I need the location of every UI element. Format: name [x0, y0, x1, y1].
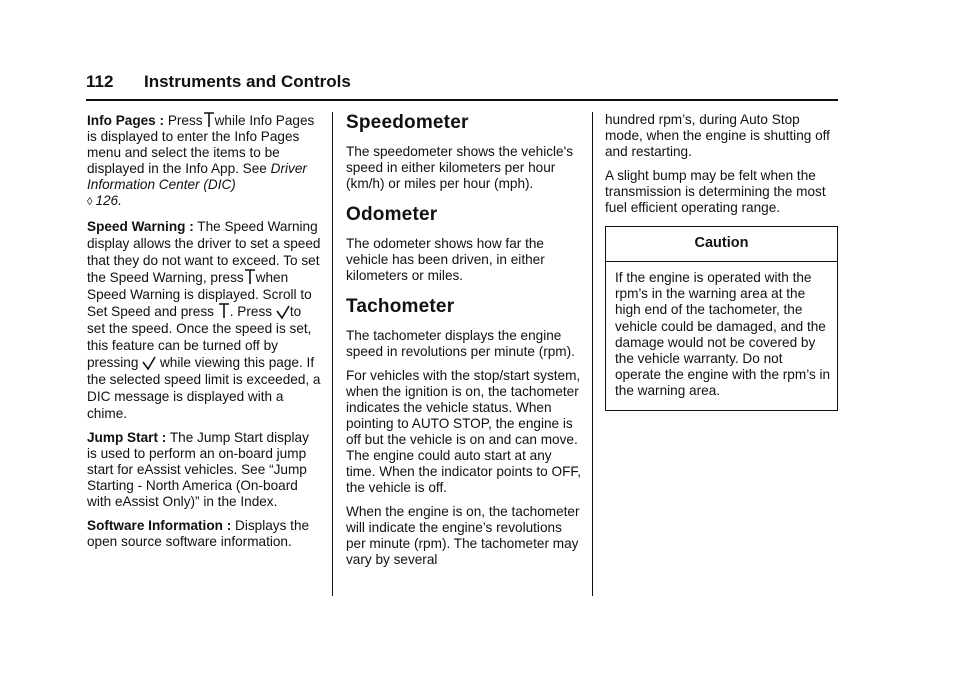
- transmission-bump-text: A slight bump may be felt when the transmission is determining the most fuel efficient operating range.: [605, 168, 826, 215]
- tachometer-text: The tachometer displays the engine speed in revolutions per minute (rpm).: [346, 328, 575, 359]
- tachometer-heading: Tachometer: [346, 296, 455, 317]
- column-1: [87, 112, 322, 558]
- column-divider: [332, 112, 333, 596]
- tachometer-text: When the engine is on, the tachometer will indicate the engine’s revolutions per minute (rpm). The tachometer may vary by several: [346, 504, 580, 567]
- page-title: Instruments and Controls: [144, 72, 351, 91]
- jump-start-paragraph: [87, 430, 322, 510]
- checkmark-icon: [276, 305, 290, 319]
- odometer-text: The odometer shows how far the vehicle has been driven, in either kilometers or miles.: [346, 236, 545, 283]
- caution-box: [605, 226, 838, 411]
- speed-warning-text: . Press: [229, 304, 273, 319]
- caution-text: If the engine is operated with the rpm’s in the warning area at the high end of the tachometer, the vehicle could be damaged, and the damage would not be covered by the vehicle warranty. Do not operate the engine with the rpm’s in the warning area.: [615, 270, 831, 399]
- column-2: [346, 112, 581, 576]
- speed-warning-text: while viewing this page. If the selected speed limit is exceeded, a DIC message is displayed with a chime.: [87, 355, 321, 421]
- odometer-heading: Odometer: [346, 204, 438, 225]
- speed-warning-term: Speed Warning :: [87, 219, 194, 234]
- tachometer-text: For vehicles with the stop/start system, when the ignition is on, the tachometer indicates the vehicle status. When pointing to AUTO STOP, the engine is off but the vehicle is on and can move. The engine could auto start at any time. When the indicator points to OFF, the vehicle is off.: [346, 368, 581, 495]
- speedometer-heading: Speedometer: [346, 112, 469, 133]
- jump-start-text: The Jump Start display is used to perform an on-board jump start for eAssist vehicles. See “Jump Starting - North America (On-board with eAssist Only)” in the Index.: [87, 430, 309, 509]
- info-pages-paragraph: [87, 112, 322, 210]
- software-info-text: Displays the open source software information.: [87, 518, 310, 549]
- page-header: [86, 72, 838, 98]
- speed-warning-paragraph: [87, 218, 322, 422]
- column-divider: [592, 112, 593, 596]
- column-3: [605, 112, 840, 411]
- checkmark-icon: [142, 356, 156, 370]
- software-info-paragraph: [87, 518, 322, 550]
- thumbwheel-right-icon: [203, 112, 215, 128]
- speed-warning-text: when Speed Warning is displayed. Scroll to Set Speed and press: [87, 270, 312, 319]
- caution-title: Caution: [606, 227, 837, 262]
- speed-warning-text: to set the speed. Once the speed is set, this feature can be turned off by pressing: [87, 304, 312, 370]
- header-rule: [86, 99, 838, 101]
- page-ref-icon: ◊: [87, 196, 93, 208]
- thumbwheel-right-icon: [244, 269, 256, 285]
- info-pages-text: while Info Pages is displayed to enter the Info Pages menu and select the items to be displayed in the Info App. See: [87, 113, 315, 176]
- page-number: 112: [86, 72, 114, 91]
- jump-start-term: Jump Start :: [87, 430, 167, 445]
- thumbwheel-right-icon: [218, 303, 230, 319]
- page-ref-number[interactable]: 126.: [95, 193, 122, 208]
- info-pages-term: Info Pages :: [87, 113, 165, 128]
- software-info-term: Software Information :: [87, 518, 232, 533]
- rpm-continuation-text: hundred rpm’s, during Auto Stop mode, when the engine is shutting off and restarting.: [605, 112, 830, 159]
- speed-warning-text: The Speed Warning display allows the driver to set a speed that they do not want to exceed. To set the Speed Warning, press: [87, 219, 321, 285]
- speedometer-text: The speedometer shows the vehicle's speed in either kilometers per hour (km/h) or miles per hour (mph).: [346, 144, 574, 191]
- dic-reference-link[interactable]: Driver Information Center (DIC): [87, 161, 307, 192]
- info-pages-text: Press: [167, 113, 203, 128]
